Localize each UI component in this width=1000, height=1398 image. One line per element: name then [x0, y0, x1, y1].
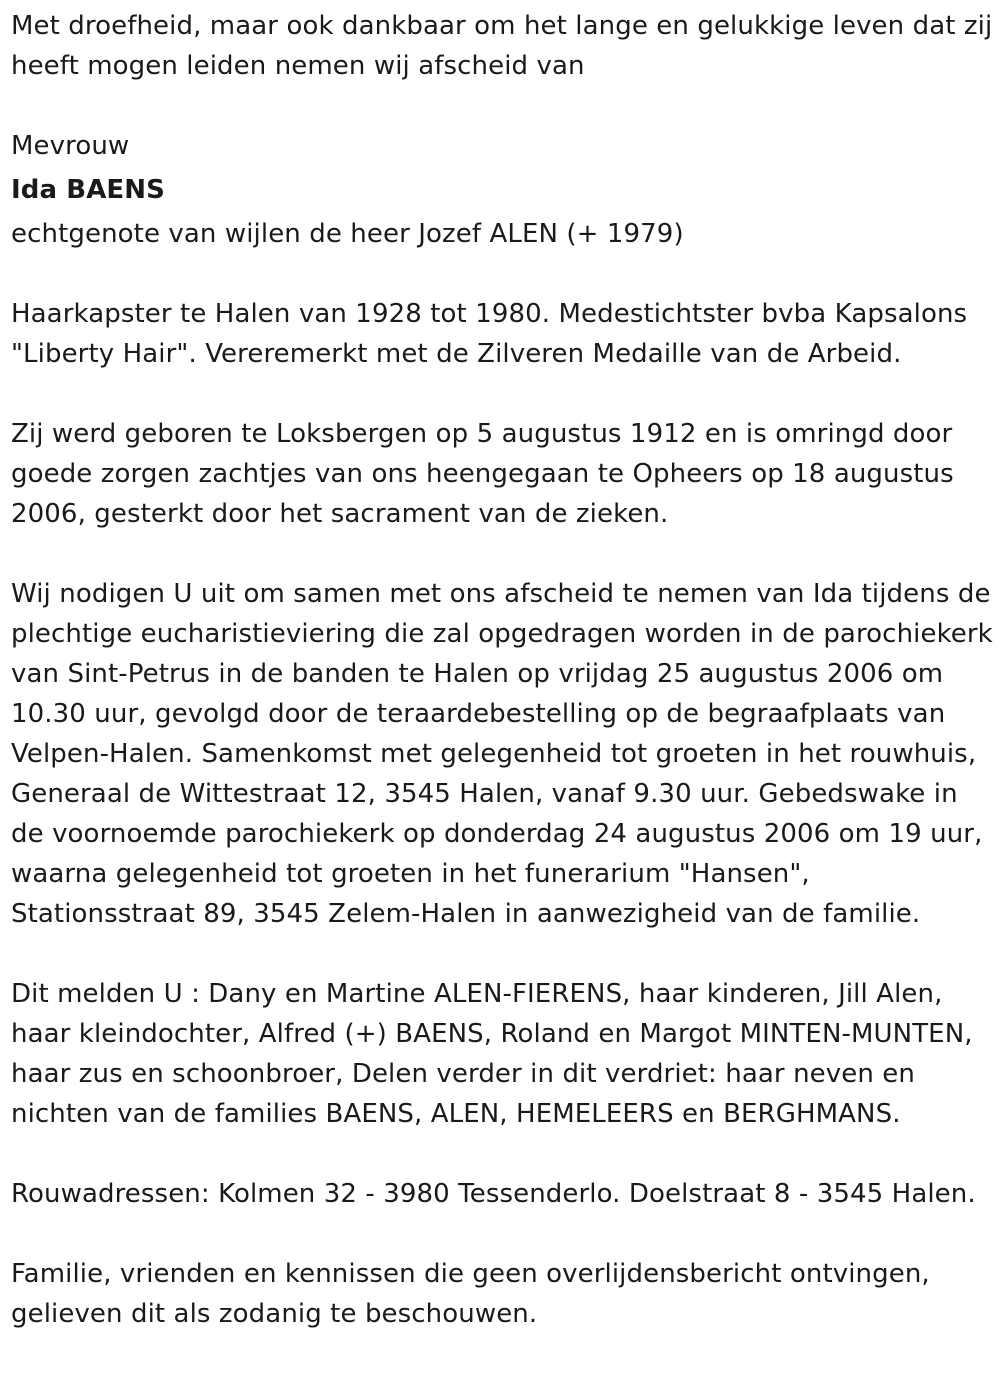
spacer — [11, 86, 996, 126]
family-text: Dit melden U : Dany en Martine ALEN-FIERENS, haar kinderen, Jill Alen, haar kleindochter, Alfred (+) BAENS, Roland en Margot MINTEN-MUNTEN, haar zus en schoonbroer, Delen verder in dit verdriet: haar neven en nichten van de families BAENS, ALEN, HEMELEERS en BERGHMANS. — [11, 979, 973, 1129]
spacer — [11, 534, 996, 574]
spacer — [11, 934, 996, 974]
intro-text: Met droefheid, maar ook dankbaar om het lange en gelukkige leven dat zij heeft mogen leiden nemen wij afscheid van — [11, 11, 993, 81]
birth-death-text: Zij werd geboren te Loksbergen op 5 augustus 1912 en is omringd door goede zorgen zachtjes van ons heengegaan te Opheers op 18 augustus 2006, gesterkt door het sacrament van de zieken. — [11, 419, 954, 529]
spacer — [11, 1134, 996, 1174]
addresses-text: Rouwadressen: Kolmen 32 - 3980 Tessenderlo. Doelstraat 8 - 3545 Halen. — [11, 1179, 976, 1209]
career-text: Haarkapster te Halen van 1928 tot 1980. Medestichtster bvba Kapsalons "Liberty Hair". Vereremerkt met de Zilveren Medaille van de Arbeid. — [11, 299, 968, 369]
salutation: Mevrouw — [11, 131, 130, 161]
obituary-document — [11, 6, 996, 1334]
deceased-name: Ida BAENS — [11, 175, 165, 205]
invitation-text: Wij nodigen U uit om samen met ons afscheid te nemen van Ida tijdens de plechtige eucharistieviering die zal opgedragen worden in de parochiekerk van Sint-Petrus in de banden te Halen op vrijdag 25 augustus 2006 om 10.30 uur, gevolgd door de teraardebestelling op de begraafplaats van Velpen-Halen. Samenkomst met gelegenheid tot groeten in het rouwhuis, Generaal de Wittestraat 12, 3545 Halen, vanaf 9.30 uur. Gebedswake in de voornoemde parochiekerk op donderdag 24 augustus 2006 om 19 uur, waarna gelegenheid tot groeten in het funerarium "Hansen", Stationsstraat 89, 3545 Zelem-Halen in aanwezigheid van de familie. — [11, 579, 993, 929]
closing-text: Familie, vrienden en kennissen die geen overlijdensbericht ontvingen, gelieven dit als zodanig te beschouwen. — [11, 1259, 930, 1329]
spacer — [11, 1214, 996, 1254]
spouse-text: echtgenote van wijlen de heer Jozef ALEN (+ 1979) — [11, 219, 684, 249]
spacer — [11, 254, 996, 294]
spacer — [11, 374, 996, 414]
